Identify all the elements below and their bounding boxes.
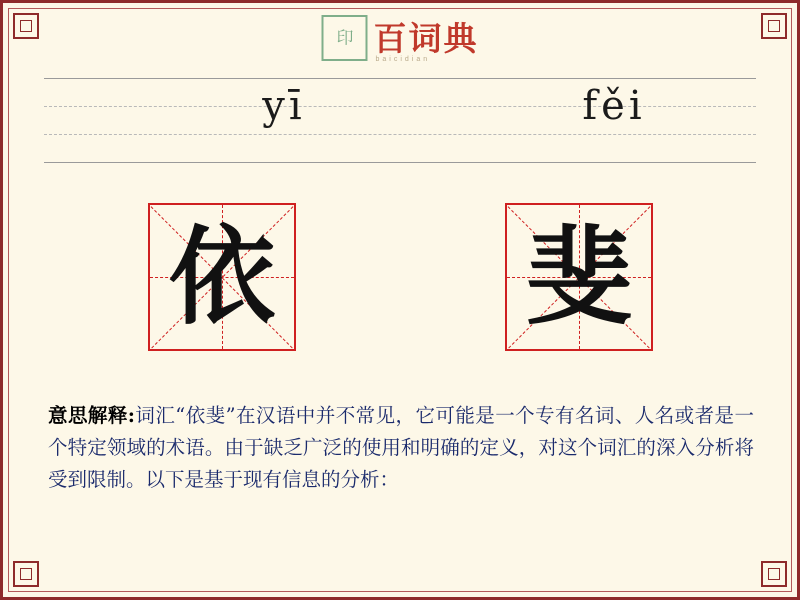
pinyin-first: yī — [262, 83, 306, 129]
pinyin-ruled-lines — [44, 78, 756, 166]
character-first: 依 — [169, 214, 275, 339]
seal-icon-text: 印 — [336, 28, 353, 48]
brand-subtitle: baicidian — [375, 56, 431, 63]
site-logo[interactable] — [322, 12, 479, 64]
pinyin-second: fěi — [582, 83, 646, 129]
explanation-label: 意思解释: — [48, 404, 135, 427]
corner-ornament-top-right — [761, 13, 787, 39]
rule-line-lower-middle — [44, 134, 756, 135]
seal-icon — [322, 15, 368, 61]
explanation-block — [48, 400, 754, 496]
corner-ornament-bottom-right — [761, 561, 787, 587]
rule-line-top — [44, 78, 756, 79]
character-grid-second — [505, 203, 653, 351]
character-second: 斐 — [526, 214, 632, 339]
brand-name: 百词典 — [373, 18, 479, 58]
corner-ornament-top-left — [13, 13, 39, 39]
explanation-text: 词汇“依斐”在汉语中并不常见，它可能是一个专有名词、人名或者是一个特定领域的术语。由于缺乏广泛的使用和明确的定义，对这个词汇的深入分析将受到限制。以下是基于现有信息的分析： — [48, 404, 754, 491]
corner-ornament-bottom-left — [13, 561, 39, 587]
rule-line-bottom — [44, 162, 756, 163]
character-grid-first — [148, 203, 296, 351]
